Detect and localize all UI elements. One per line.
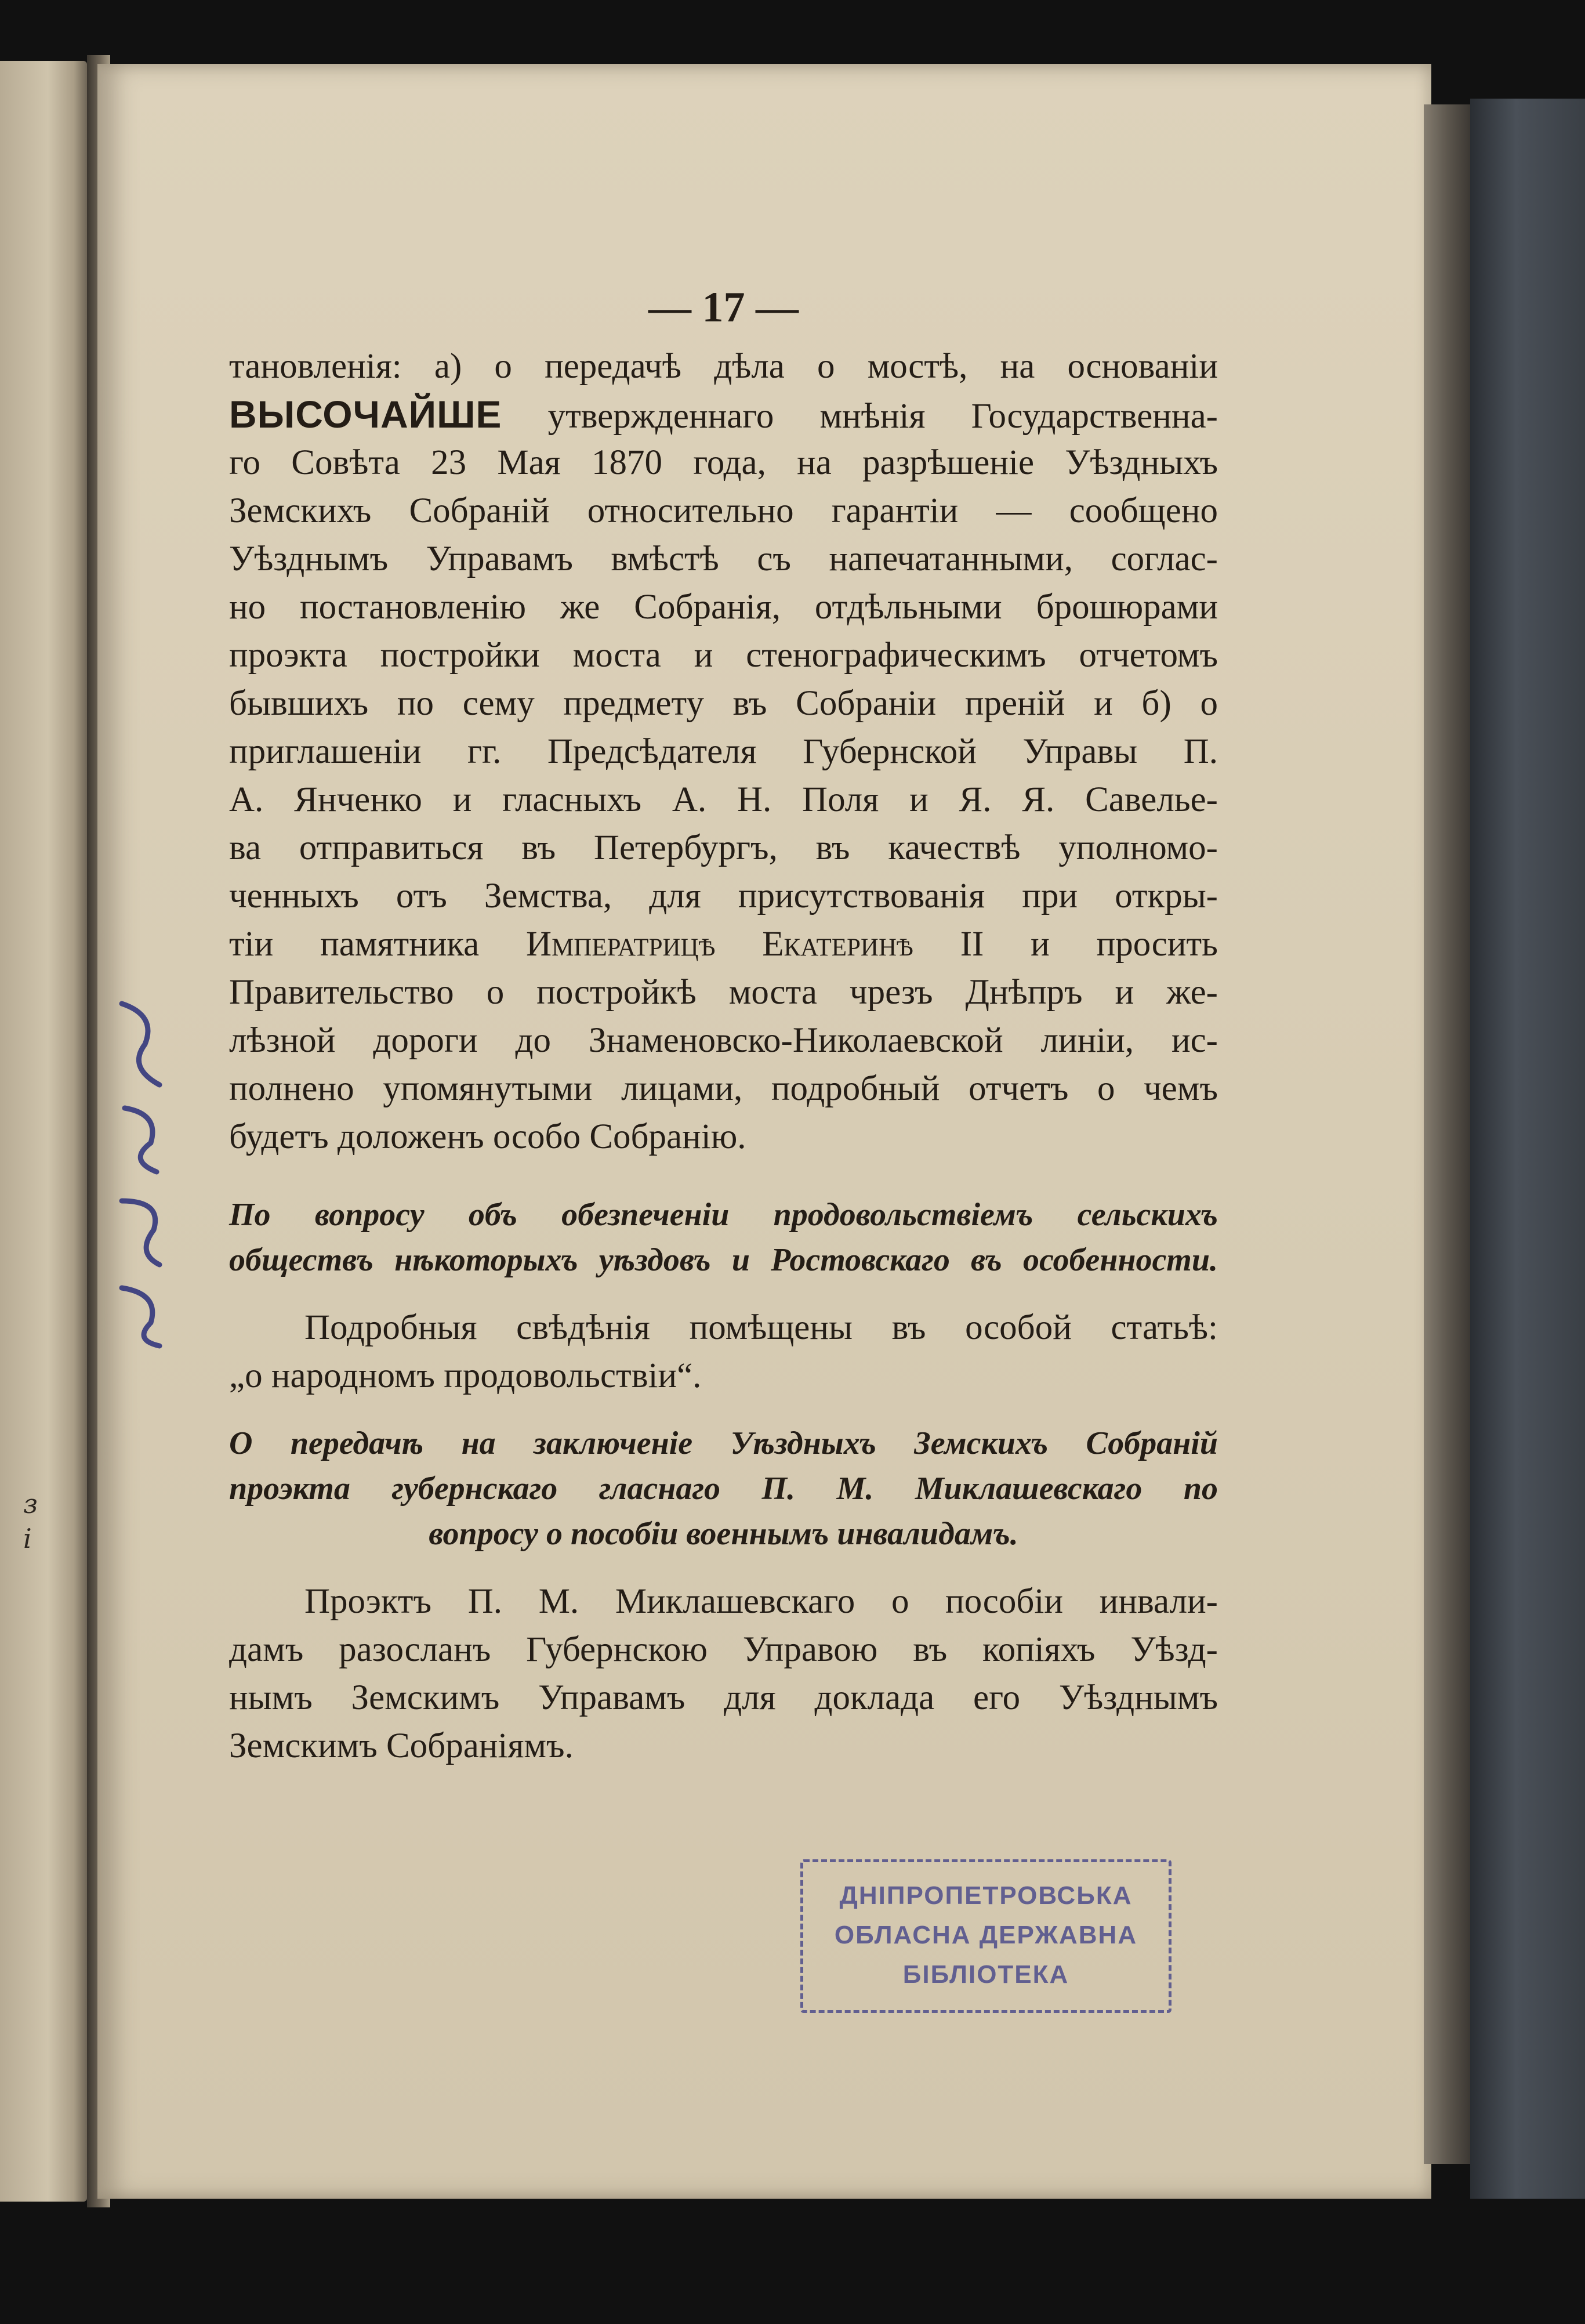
- text-line: полнено упомянутыми лицами, подробный отчетъ о чемъ: [229, 1069, 1218, 1108]
- text-line: тановленія: а) о передачѣ дѣла о мостѣ, на основаніи: [229, 347, 1218, 386]
- left-page-mark: і: [23, 1523, 32, 1554]
- text-line: Проэктъ П. М. Миклашевскаго о пособіи инвали-: [304, 1582, 1218, 1621]
- text-line: ченныхъ отъ Земства, для присутствованія при откры-: [229, 877, 1218, 915]
- text-line: Подробныя свѣдѣнія помѣщены въ особой статьѣ:: [304, 1308, 1218, 1347]
- section-heading-invalids: [229, 1421, 1218, 1556]
- book-cover: [1470, 99, 1585, 2199]
- text-line: го Совѣта 23 Мая 1870 года, на разрѣшеніе Уѣздныхъ: [229, 443, 1218, 482]
- emphasis-caps: ВЫСОЧАЙШЕ: [229, 393, 502, 436]
- paragraph-bridge-report: [229, 342, 1218, 1161]
- heading-line: По вопросу объ обезпеченіи продовольствіемъ сельскихъ: [229, 1197, 1218, 1233]
- paragraph-invalids: [229, 1577, 1218, 1770]
- text-line: ва отправиться въ Петербургъ, въ качествѣ уполномо-: [229, 828, 1218, 867]
- text-line: Правительство о постройкѣ моста чрезъ Днѣпръ и же-: [229, 973, 1218, 1012]
- text-line: проэкта постройки моста и стенографическимъ отчетомъ: [229, 636, 1218, 675]
- text-line: приглашеніи гг. Предсѣдателя Губернской Управы П.: [229, 732, 1218, 771]
- text-line: Земскимъ Собраніямъ.: [229, 1726, 574, 1765]
- left-page-mark: з: [23, 1488, 38, 1519]
- text-line: [229, 920, 1218, 968]
- stamp-line: ДНІПРОПЕТРОВСЬКА: [839, 1881, 1133, 1910]
- text-line: бывшихъ по сему предмету въ Собраніи преній и б) о: [229, 684, 1218, 723]
- heading-line: обществъ нѣкоторыхъ уѣздовъ и Ростовскаго въ особенности.: [229, 1242, 1218, 1278]
- text-line: А. Янченко и гласныхъ А. Н. Поля и Я. Я. Савелье-: [229, 780, 1218, 819]
- paragraph-food-supply: [229, 1304, 1218, 1400]
- heading-line: О передачѣ на заключеніе Уѣздныхъ Земскихъ Собраній: [229, 1425, 1218, 1461]
- stamp-line: БІБЛІОТЕКА: [902, 1960, 1069, 1989]
- section-heading-food-supply: [229, 1192, 1218, 1283]
- heading-line: проэкта губернскаго гласнаго П. М. Миклашевскаго по: [229, 1471, 1218, 1507]
- text-line: но постановленію же Собранія, отдѣльными брошюрами: [229, 588, 1218, 627]
- heading-line: вопросу о пособіи военнымъ инвалидамъ.: [429, 1516, 1018, 1552]
- text-line: будетъ доложенъ особо Собранію.: [229, 1117, 746, 1156]
- text-run: II и просить: [913, 925, 1218, 964]
- handwritten-shelf-mark: [104, 980, 174, 1352]
- text-line: лѣзной дороги до Знаменовско-Николаевской линіи, ис-: [229, 1021, 1218, 1060]
- text-line: нымъ Земскимъ Управамъ для доклада его Уѣзднымъ: [229, 1678, 1218, 1717]
- page-number: — 17 —: [648, 284, 799, 331]
- text-line: Уѣзднымъ Управамъ вмѣстѣ съ напечатанными, соглас-: [229, 540, 1218, 578]
- text-run: тіи памятника: [229, 925, 527, 964]
- text-line: „о народномъ продовольствіи“.: [229, 1356, 702, 1395]
- text-line: [229, 390, 1218, 439]
- page-text: [229, 273, 1218, 1770]
- stamp-line: ОБЛАСНА ДЕРЖАВНА: [834, 1921, 1138, 1949]
- small-caps-run: Императрицѣ Екатеринѣ: [526, 925, 913, 964]
- left-page-edge: [0, 61, 87, 2202]
- library-stamp: [800, 1859, 1171, 2013]
- text-line: дамъ разосланъ Губернскою Управою въ копіяхъ Уѣзд-: [229, 1630, 1218, 1669]
- text-line: Земскихъ Собраній относительно гарантіи — сообщено: [229, 491, 1218, 530]
- text-run: утвержденнаго мнѣнія Государственна-: [502, 397, 1218, 436]
- page-stack-edge: [1424, 104, 1470, 2164]
